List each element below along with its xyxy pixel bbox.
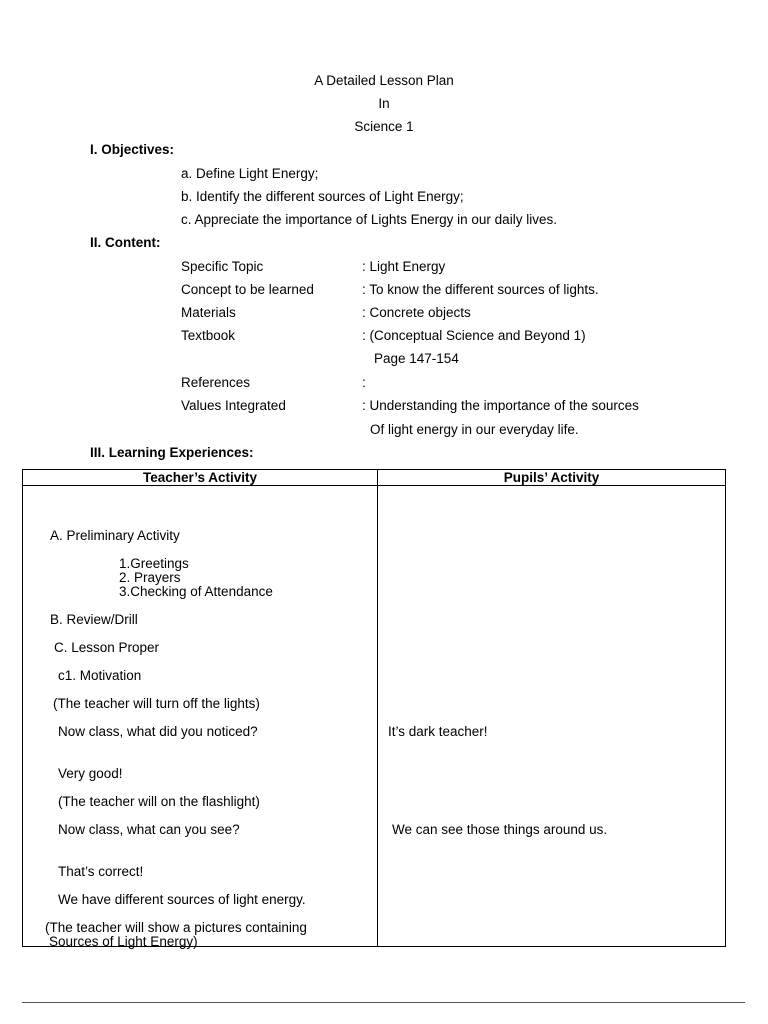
content-value-continued: Page 147-154 [374, 351, 459, 366]
pupil-response: It’s dark teacher! [388, 724, 488, 739]
teacher-line: 3.Checking of Attendance [119, 584, 273, 599]
teacher-activity-cell [23, 486, 378, 947]
teacher-line: 1.Greetings [119, 556, 189, 571]
content-label: References [181, 375, 251, 390]
content-value: : To know the different sources of lights. [362, 282, 599, 297]
teacher-line: c1. Motivation [58, 668, 142, 683]
table-header-row [23, 470, 726, 486]
content-value: : (Conceptual Science and Beyond 1) [362, 328, 586, 343]
pupil-response: We can see those things around us. [392, 822, 608, 837]
teacher-line: Now class, what can you see? [58, 822, 240, 837]
teacher-line: Sources of Light Energy) [49, 934, 198, 949]
activity-table [22, 469, 726, 947]
teacher-line: 2. Prayers [119, 570, 181, 585]
content-value-continued: Of light energy in our everyday life. [370, 422, 579, 437]
teacher-activity-header: Teacher’s Activity [23, 470, 378, 486]
lesson-plan-subject: Science 1 [354, 119, 414, 134]
objective-item: c. Appreciate the importance of Lights Energy in our daily lives. [181, 212, 557, 227]
content-value: : Concrete objects [362, 305, 471, 320]
objective-item: b. Identify the different sources of Light Energy; [181, 189, 464, 204]
teacher-line: B. Review/Drill [50, 612, 138, 627]
objectives-heading: I. Objectives: [90, 142, 175, 157]
teacher-line: C. Lesson Proper [54, 640, 160, 655]
teacher-line: Now class, what did you noticed? [58, 724, 258, 739]
content-label: Specific Topic [181, 259, 264, 274]
teacher-line: (The teacher will turn off the lights) [53, 696, 260, 711]
content-label: Materials [181, 305, 236, 320]
objective-item: a. Define Light Energy; [181, 166, 319, 181]
content-value: : Understanding the importance of the sources [362, 398, 639, 413]
teacher-line: (The teacher will on the flashlight) [58, 794, 260, 809]
table-row [23, 486, 726, 947]
teacher-line: That’s correct! [58, 864, 144, 879]
content-label: Values Integrated [181, 398, 286, 413]
teacher-line: We have different sources of light energy. [58, 892, 306, 907]
teacher-line: (The teacher will show a pictures containing [45, 920, 307, 935]
teacher-line: Very good! [58, 766, 123, 781]
content-value: : [362, 375, 366, 390]
teacher-line: A. Preliminary Activity [50, 528, 180, 543]
content-label: Textbook [181, 328, 236, 343]
content-label: Concept to be learned [181, 282, 314, 297]
page-edge-line [22, 1002, 745, 1003]
pupils-activity-cell [378, 486, 726, 947]
content-value: : Light Energy [362, 259, 446, 274]
content-heading: II. Content: [90, 235, 161, 250]
pupils-activity-header: Pupils’ Activity [378, 470, 726, 486]
learning-experiences-heading: III. Learning Experiences: [90, 445, 254, 460]
lesson-plan-title-in: In [378, 96, 390, 111]
lesson-plan-title: A Detailed Lesson Plan [314, 73, 454, 88]
